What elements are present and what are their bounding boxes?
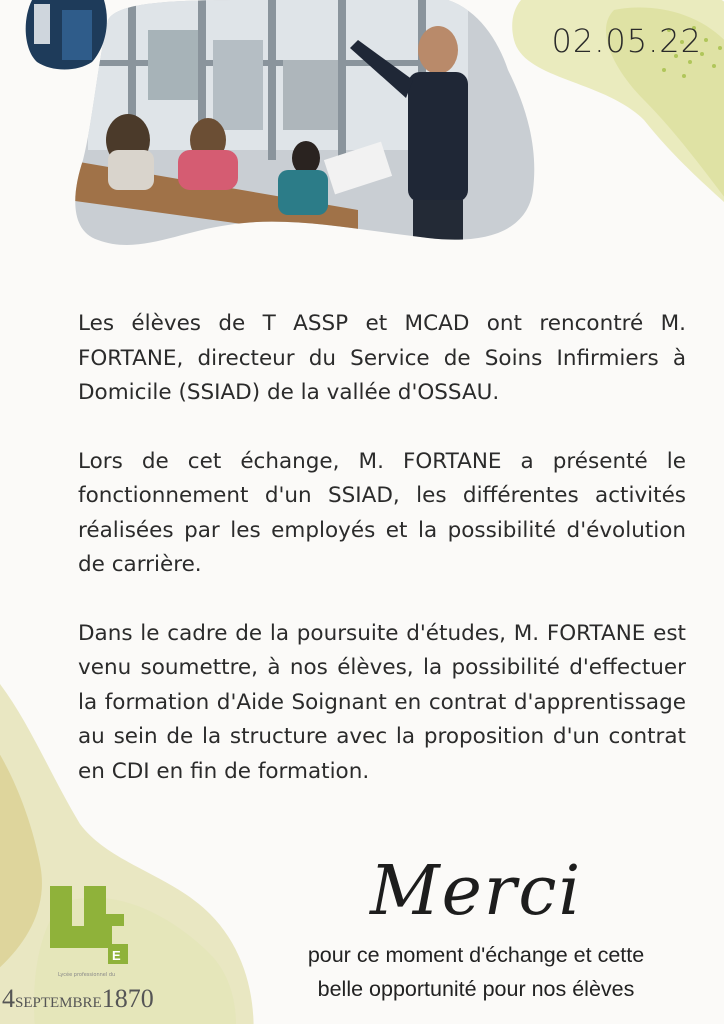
school-name-word: SEPTEMBRE	[15, 995, 102, 1011]
paragraph-training: Dans le cadre de la poursuite d'études, M. FORTANE est venu soumettre, à nos élèves, la possibilité d'effectuer la formation d'Aide Soignant en contrat d'apprentissage au sein de la structure avec la proposition d'un contrat en CDI en fin de formation.	[78, 620, 686, 784]
svg-text:E: E	[112, 948, 121, 963]
thanks-line-2: belle opportunité pour nos élèves	[317, 977, 635, 1001]
date-label: 02.05.22	[551, 22, 702, 60]
paragraph-exchange: Lors de cet échange, M. FORTANE a présenté le fonctionnement d'un SSIAD, les différentes activités réalisées par les employés et la possibilité d'évolution de carrière.	[78, 448, 686, 577]
logo-subtitle: Lycée professionnel du	[58, 972, 116, 978]
paragraph-intro: Les élèves de T ASSP et MCAD ont rencontré M. FORTANE, directeur du Service de Soins Infirmiers à Domicile (SSIAD) de la vallée d'OSSAU.	[78, 311, 686, 405]
school-name-number: 4	[2, 984, 15, 1013]
school-name-year: 1870	[101, 984, 154, 1013]
article-body	[78, 307, 686, 823]
thanks-message	[246, 938, 706, 1006]
school-logo-icon	[48, 884, 130, 966]
merci-heading: Merci	[370, 852, 583, 931]
decorative-blob-photo	[22, 0, 108, 72]
school-name	[2, 984, 154, 1014]
thanks-line-1: pour ce moment d'échange et cette	[307, 943, 645, 967]
